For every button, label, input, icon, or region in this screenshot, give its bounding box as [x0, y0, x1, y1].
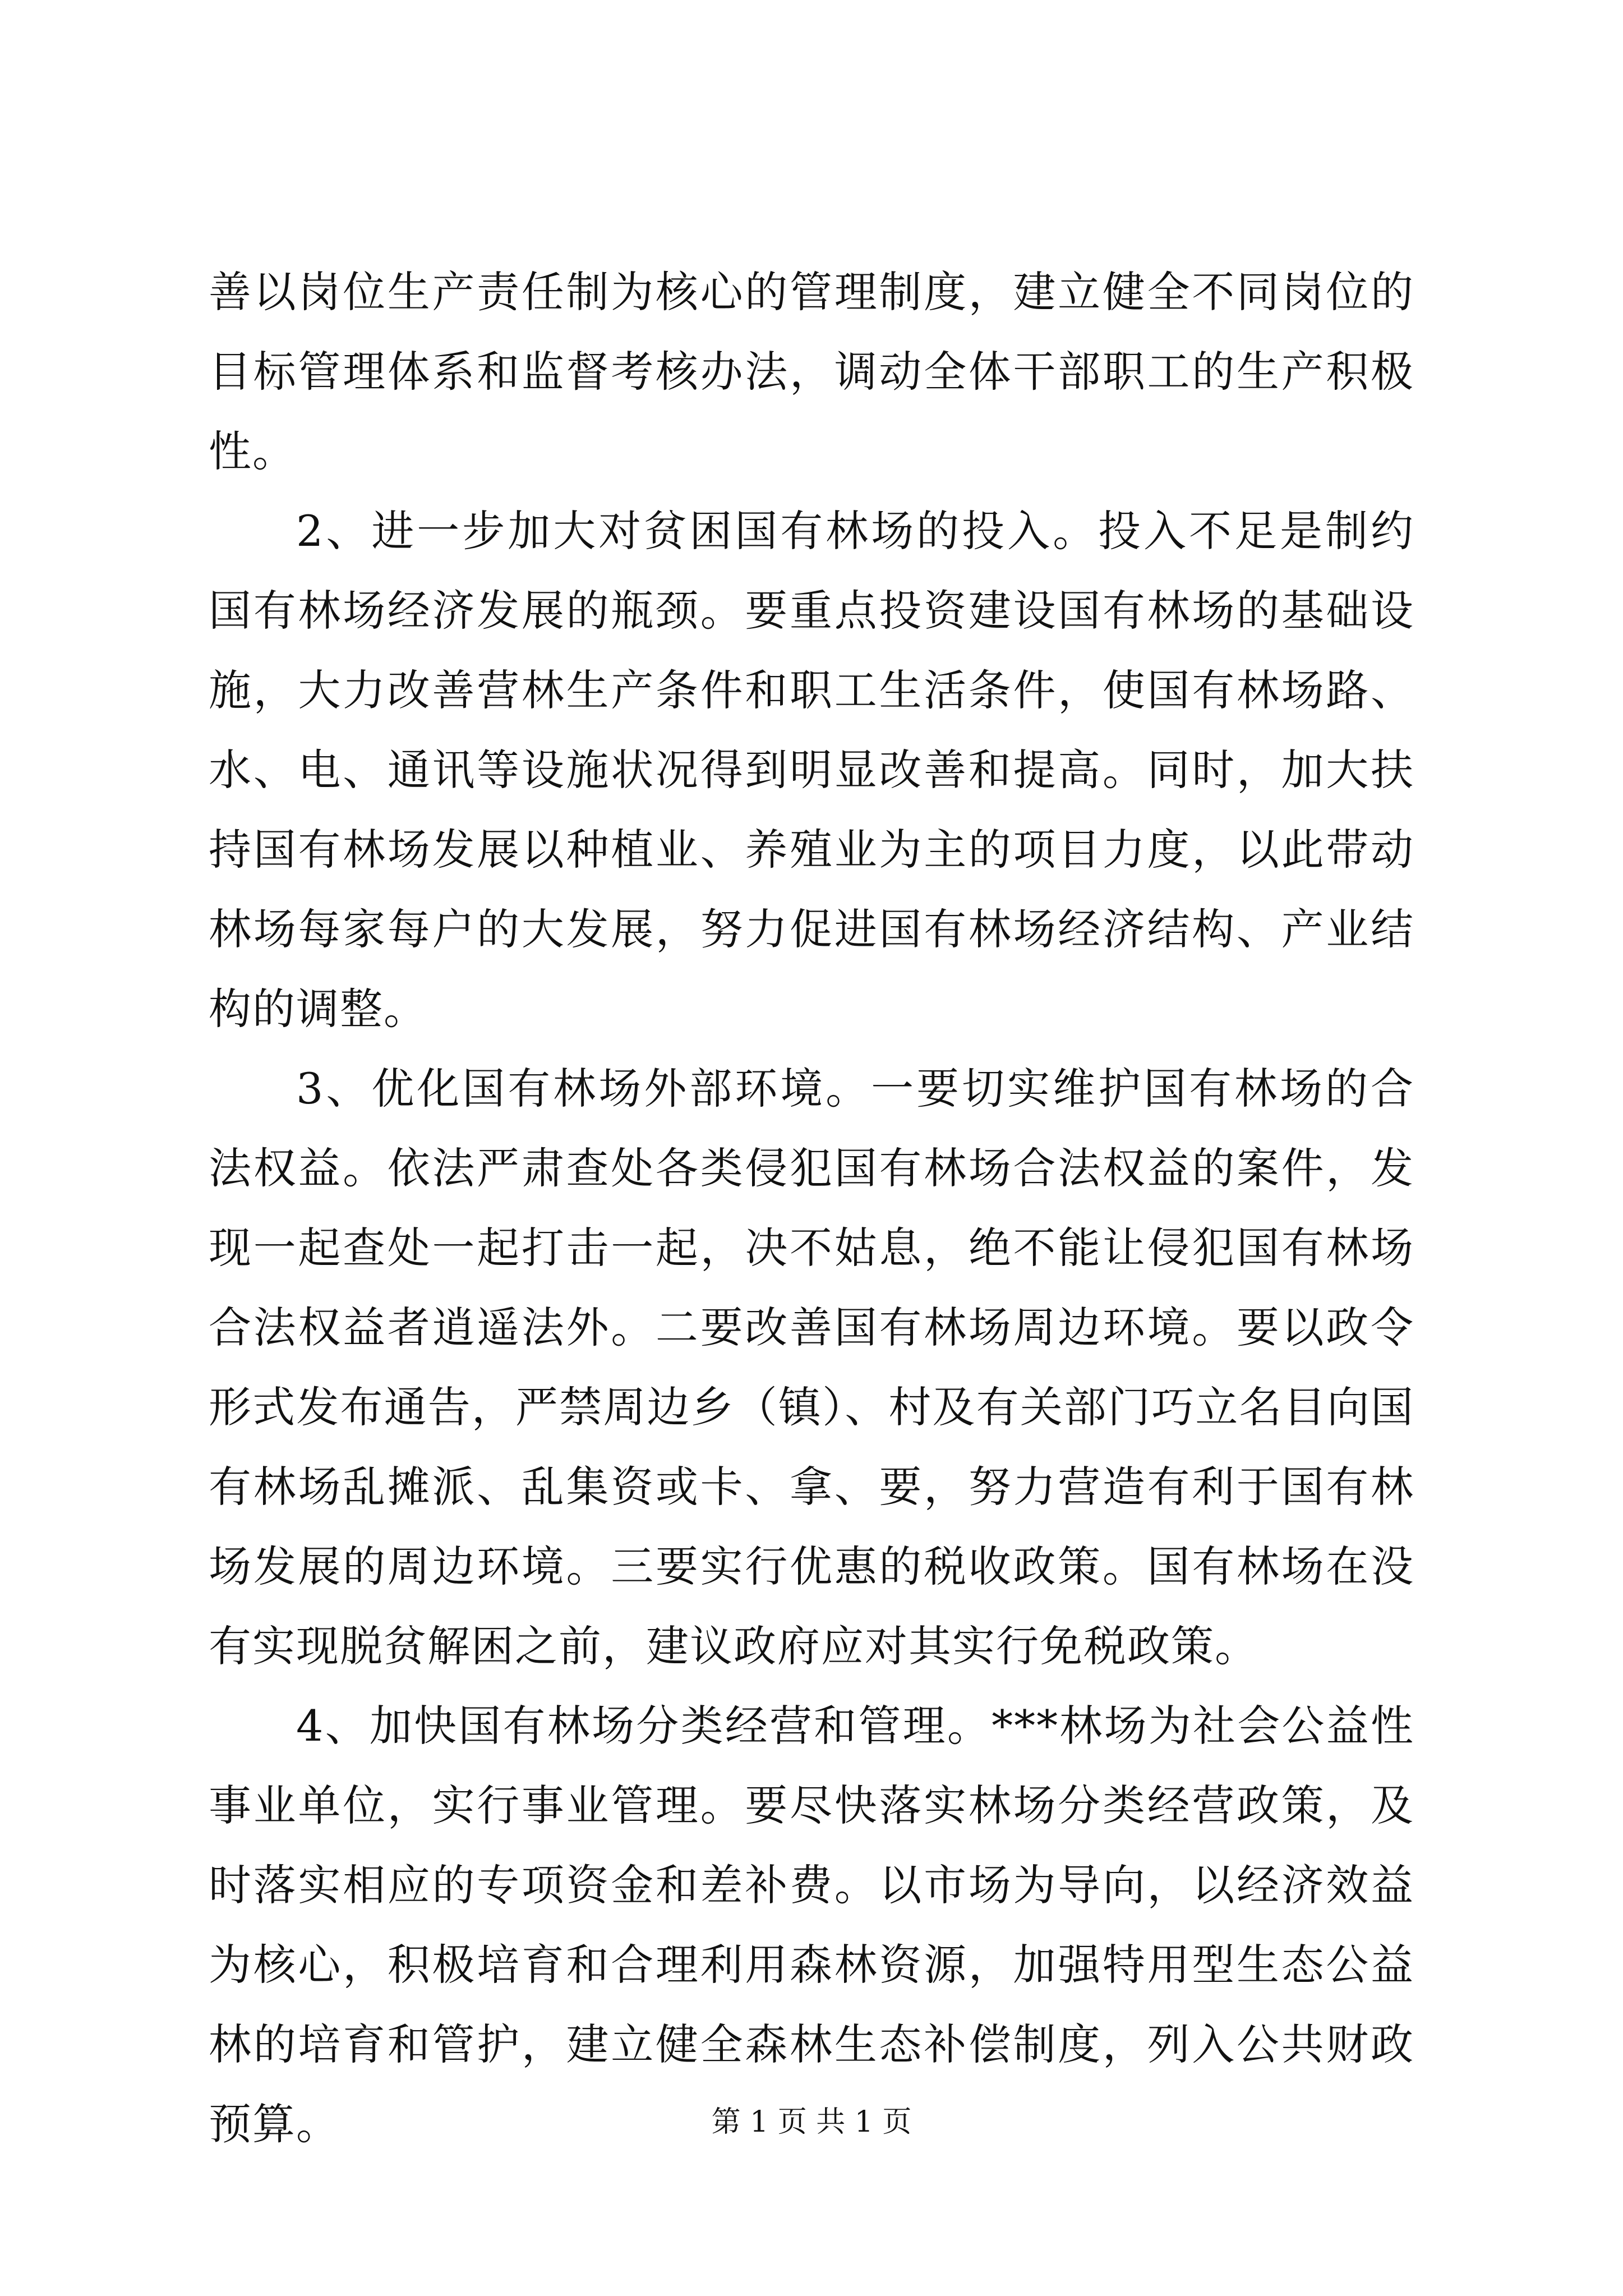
- paragraph-continuation: 善以岗位生产责任制为核心的管理制度，建立健全不同岗位的目标管理体系和监督考核办法，调动全体干部职工的生产积极性。: [209, 267, 1414, 476]
- document-body: [209, 252, 1414, 2164]
- paragraph-item-4: 4、加快国有林场分类经营和管理。***林场为社会公益性事业单位，实行事业管理。要尽快落实林场分类经营政策，及时落实相应的专项资金和差补费。以市场为导向，以经济效益为核心，积极培育和合理利用森林资源，加强特用型生态公益林的培育和管护，建立健全森林生态补偿制度，列入公共财政预算。: [209, 1701, 1414, 2149]
- paragraph-item-2: 2、进一步加大对贫困国有林场的投入。投入不足是制约国有林场经济发展的瓶颈。要重点投资建设国有林场的基础设施，大力改善营林生产条件和职工生活条件，使国有林场路、水、电、通讯等设施状况得到明显改善和提高。同时，加大扶持国有林场发展以种植业、养殖业为主的项目力度，以此带动林场每家每户的大发展，努力促进国有林场经济结构、产业结构的调整。: [209, 506, 1414, 1034]
- paragraph-item-3: 3、优化国有林场外部环境。一要切实维护国有林场的合法权益。依法严肃查处各类侵犯国有林场合法权益的案件，发现一起查处一起打击一起，决不姑息，绝不能让侵犯国有林场合法权益者逍遥法外。二要改善国有林场周边环境。要以政令形式发布通告，严禁周边乡（镇）、村及有关部门巧立名目向国有林场乱摊派、乱集资或卡、拿、要，努力营造有利于国有林场发展的周边环境。三要实行优惠的税收政策。国有林场在没有实现脱贫解困之前，建议政府应对其实行免税政策。: [209, 1064, 1414, 1671]
- page-footer: 第 1 页 共 1 页: [711, 2105, 912, 2139]
